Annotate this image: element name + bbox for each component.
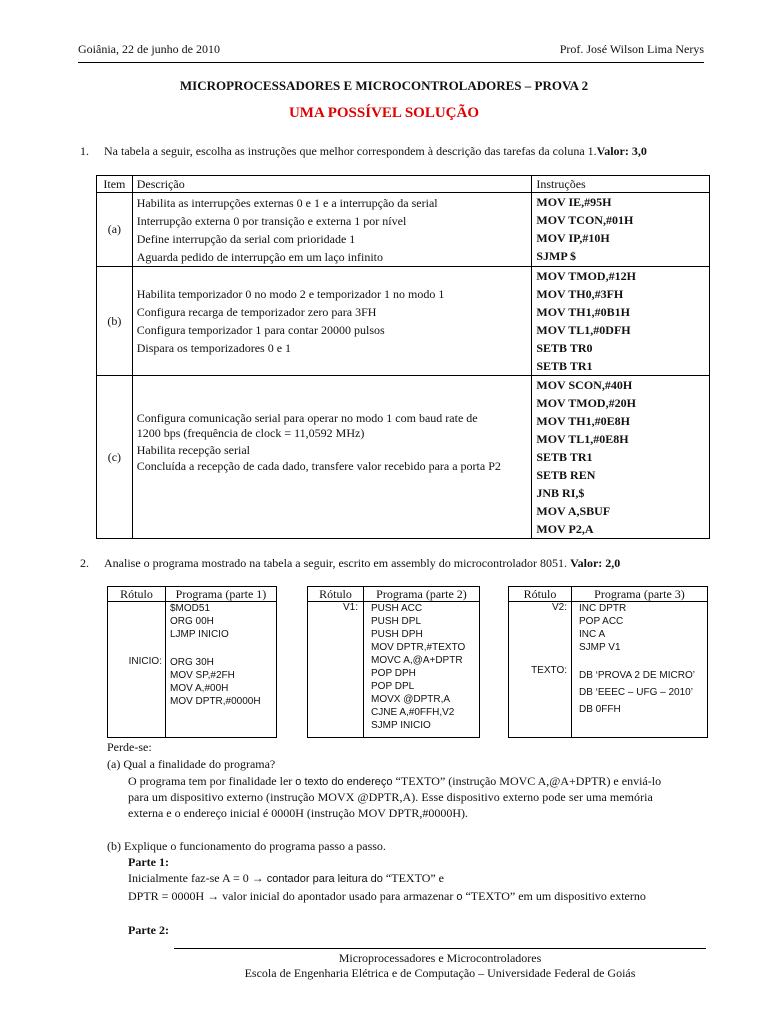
- row-a-desc-line: Interrupção externa 0 por transição e externa 1 por nível: [136, 214, 407, 228]
- footer-line-2: Escola de Engenharia Elétrica e de Computação – Universidade Federal de Goiás: [244, 966, 636, 980]
- row-c-ins-line: MOV TH1,#0E8H: [536, 414, 630, 428]
- question-1-value: Valor: 3,0: [596, 144, 647, 158]
- row-c-ins-line: MOV TMOD,#20H: [536, 396, 636, 410]
- question-2-text: [104, 556, 620, 571]
- row-a-ins-line: MOV IP,#10H: [536, 231, 610, 245]
- part2-label-header: Rótulo: [308, 587, 363, 602]
- row-a-item: (a): [97, 193, 133, 267]
- code-line: INC DPTR: [579, 603, 627, 614]
- code-line: DB ‘EEEC – UFG – 2010’: [579, 687, 693, 698]
- row-b-ins-line: MOV TMOD,#12H: [536, 269, 636, 283]
- question-1-number: 1.: [80, 144, 89, 158]
- header-item: Item: [97, 176, 133, 193]
- row-b-desc-line: Dispara os temporizadores 0 e 1: [136, 341, 292, 355]
- row-a-instructions: [532, 193, 710, 267]
- row-c-desc-line: Habilita recepção serial: [136, 443, 251, 457]
- header-description: Descrição: [132, 176, 532, 193]
- row-a-desc-line: Habilita as interrupções externas 0 e 1 e a interrupção da serial: [136, 196, 438, 210]
- row-c-ins-line: MOV A,SBUF: [536, 504, 611, 518]
- question-1-text: [104, 144, 647, 159]
- row-c-instructions: [532, 376, 710, 539]
- row-b-desc-line: Habilita temporizador 0 no modo 2 e temporizador 1 no modo 1: [136, 287, 445, 301]
- row-c-ins-line: MOV TL1,#0E8H: [536, 432, 629, 446]
- question-2-number: 2.: [80, 556, 89, 570]
- code-line: $MOD51: [170, 603, 211, 614]
- row-b-desc-line: Configura recarga de temporizador zero para 3FH: [136, 305, 377, 319]
- part3-program-header: Programa (parte 3): [572, 587, 707, 602]
- part1-mono-2: o: [456, 891, 463, 903]
- code-line: INC A: [579, 629, 606, 640]
- header-date: Goiânia, 22 de junho de 2010: [78, 42, 220, 56]
- row-c-ins-line: MOV SCON,#40H: [536, 378, 633, 392]
- row-c-ins-line: SETB REN: [536, 468, 596, 482]
- code-line: CJNE A,#0FFH,V2: [371, 707, 455, 718]
- row-c-ins-line: SETB TR1: [536, 450, 593, 464]
- footer-line-1: Microprocessadores e Microcontroladores: [338, 951, 542, 965]
- code-line: MOV DPTR,#0000H: [170, 696, 261, 707]
- row-c-item: (c): [97, 376, 133, 539]
- question-2-value: Valor: 2,0: [570, 556, 621, 570]
- answer-a-line-3: externa e o endereço inicial é 0000H (instrução MOV DPTR,#0000H).: [128, 806, 469, 820]
- table-header-row: [97, 176, 710, 193]
- code-line: MOVC A,@A+DPTR: [371, 655, 463, 666]
- code-line: LJMP INICIO: [170, 629, 229, 640]
- row-c-desc-line: Concluída a recepção de cada dado, transfere valor recebido para a porta P2: [136, 459, 501, 473]
- answer-a-line-2: para um dispositivo externo (instrução MOVX @DPTR,A). Esse dispositivo externo pode ser uma memória: [128, 790, 653, 804]
- code-line: POP DPH: [371, 668, 416, 679]
- part3-label-texto: TEXTO:: [531, 665, 567, 676]
- code-line: PUSH ACC: [371, 603, 423, 614]
- part1-label-inicio: INICIO:: [128, 656, 162, 667]
- part3-label-header: Rótulo: [509, 587, 571, 602]
- row-b-ins-line: MOV TH0,#3FH: [536, 287, 624, 301]
- row-b-item: (b): [97, 267, 133, 376]
- code-line: DB 0FFH: [579, 704, 621, 715]
- code-block-part-3: [508, 586, 708, 738]
- row-c-desc-line: Configura comunicação serial para operar no modo 1 com baud rate de: [136, 411, 478, 425]
- code-line: POP ACC: [579, 616, 624, 627]
- question-a: (a) Qual a finalidade do programa?: [107, 757, 276, 771]
- row-c-description: [132, 376, 532, 539]
- page-header: [78, 42, 704, 63]
- part1-text-2: DPTR = 0000H → valor inicial do apontador usado para armazenar: [128, 889, 454, 903]
- code-line: PUSH DPL: [371, 616, 422, 627]
- part2-program-header: Programa (parte 2): [364, 587, 479, 602]
- part1-program-header: Programa (parte 1): [166, 587, 276, 602]
- table-row-c: [97, 376, 710, 539]
- row-b-ins-line: SETB TR0: [536, 341, 593, 355]
- table-row-a: [97, 193, 710, 267]
- header-instructions: Instruções: [532, 176, 710, 193]
- part-1-title: Parte 1:: [128, 855, 169, 869]
- code-block-part-1: [107, 586, 277, 738]
- row-c-ins-line: JNB RI,$: [536, 486, 585, 500]
- question-b: (b) Explique o funcionamento do programa passo a passo.: [107, 839, 386, 853]
- code-line: ORG 00H: [170, 616, 214, 627]
- code-line: SJMP INICIO: [371, 720, 431, 731]
- part-1-line-1: [128, 870, 444, 888]
- answer-a-mono: o texto do endereço: [295, 776, 393, 788]
- table-row-b: [97, 267, 710, 376]
- asks-label: Perde-se:: [107, 740, 152, 754]
- question-1-statement: Na tabela a seguir, escolha as instruções que melhor correspondem à descrição das tarefas da coluna 1.: [104, 144, 597, 158]
- code-line: ORG 30H: [170, 657, 214, 668]
- header-author: Prof. José Wilson Lima Nerys: [559, 42, 704, 56]
- row-a-desc-line: Define interrupção da serial com prioridade 1: [136, 232, 356, 246]
- part1-text: Inicialmente faz-se A = 0 →: [128, 871, 264, 885]
- row-a-ins-line: MOV IE,#95H: [536, 195, 612, 209]
- code-line: SJMP V1: [579, 642, 621, 653]
- code-line: DB ‘PROVA 2 DE MICRO’: [579, 670, 695, 681]
- code-line: MOV A,#00H: [170, 683, 229, 694]
- part-2-title: Parte 2:: [128, 923, 169, 937]
- code-line: MOV DPTR,#TEXTO: [371, 642, 466, 653]
- row-a-ins-line: MOV TCON,#01H: [536, 213, 634, 227]
- row-b-instructions: [532, 267, 710, 376]
- part1-text-rest: “TEXTO” e: [385, 871, 445, 885]
- code-block-part-2: [307, 586, 480, 738]
- code-line: POP DPL: [371, 681, 415, 692]
- part1-mono: contador para leitura do: [266, 873, 383, 885]
- page-footer: [174, 948, 706, 981]
- answer-a-text-rest: “TEXTO” (instrução MOVC A,@A+DPTR) e enviá-lo: [395, 774, 662, 788]
- row-c-desc-line: 1200 bps (frequência de clock = 11,0592 MHz): [136, 426, 365, 440]
- row-a-ins-line: SJMP $: [536, 249, 577, 263]
- code-line: MOV SP,#2FH: [170, 670, 235, 681]
- part1-text-2-rest: “TEXTO” em um dispositivo externo: [465, 889, 646, 903]
- code-line: MOVX @DPTR,A: [371, 694, 451, 705]
- document-title: MICROPROCESSADORES E MICROCONTROLADORES – PROVA 2: [179, 78, 589, 93]
- row-a-desc-line: Aguarda pedido de interrupção em um laço infinito: [136, 250, 383, 264]
- document-subtitle: UMA POSSÍVEL SOLUÇÃO: [288, 105, 480, 121]
- part2-divider: [363, 587, 364, 737]
- part3-label-v2: V2:: [551, 602, 567, 613]
- row-b-desc-line: Configura temporizador 1 para contar 20000 pulsos: [136, 323, 385, 337]
- part-1-line-2: [128, 888, 646, 906]
- row-c-ins-line: MOV P2,A: [536, 522, 594, 536]
- question-2-statement: Analise o programa mostrado na tabela a seguir, escrito em assembly do microcontrolador 8051.: [104, 556, 568, 570]
- row-b-ins-line: MOV TL1,#0DFH: [536, 323, 631, 337]
- part1-divider: [165, 587, 166, 737]
- part1-label-header: Rótulo: [108, 587, 165, 602]
- row-a-description: [132, 193, 532, 267]
- part2-label-v1: V1:: [342, 602, 358, 613]
- instructions-table: [96, 175, 710, 539]
- row-b-ins-line: SETB TR1: [536, 359, 593, 373]
- part3-divider: [571, 587, 572, 737]
- code-line: PUSH DPH: [371, 629, 423, 640]
- row-b-description: [132, 267, 532, 376]
- row-b-ins-line: MOV TH1,#0B1H: [536, 305, 630, 319]
- answer-a-text: O programa tem por finalidade ler: [128, 774, 293, 788]
